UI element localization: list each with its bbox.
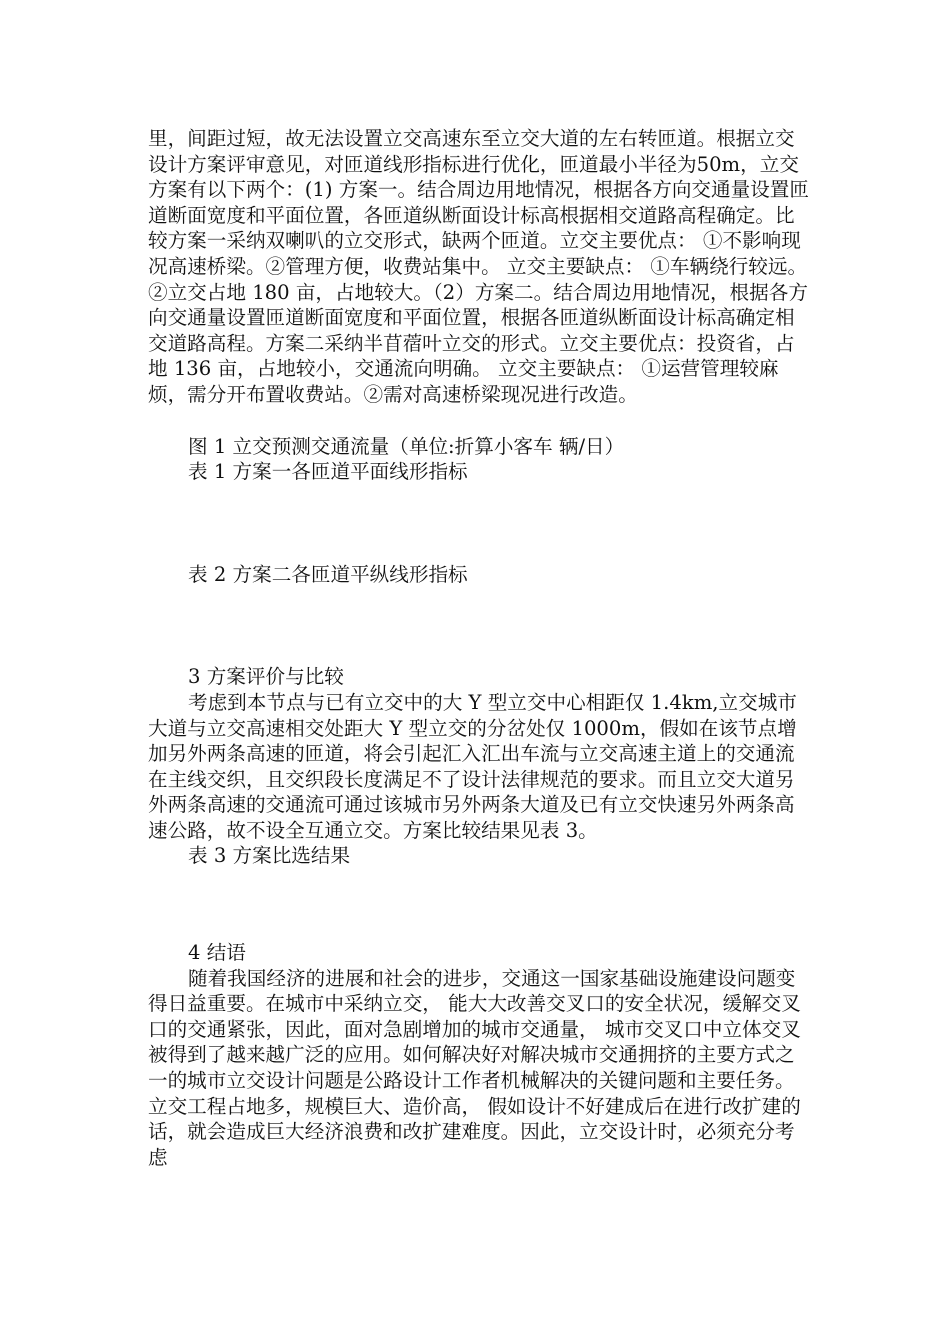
table-1-placeholder bbox=[148, 485, 810, 562]
intro-paragraph: 里，间距过短，故无法设置立交高速东至立交大道的左右转匝道。根据立交设计方案评审意见，对匝道线形指标进行优化，匝道最小半径为50m，立交方案有以下两个：(1) 方案一。结合周边用地情况，根据各方向交通量设置匝道断面宽度和平面位置，各匝道纵断面设计标高根据相交道路高程确定。比较方案一采纳双喇叭的立交形式，缺两个匝道。立交主要优点： ①不影响现况高速桥梁。②管理方便，收费站集中。 立交主要缺点： ①车辆绕行较远。②立交占地 180 亩，占地较大。（2）方案二。结合周边用地情况，根据各方向交通量设置匝道断面宽度和平面位置，根据各匝道纵断面设计标高确定相交道路高程。方案二采纳半苜蓿叶立交的形式。立交主要优点：投资省，占地 136 亩，占地较小，交通流向明确。 立交主要缺点： ①运营管理较麻烦，需分开布置收费站。②需对高速桥梁现况进行改造。 bbox=[148, 127, 809, 406]
section-3-paragraph: 考虑到本节点与已有立交中的大 Y 型立交中心相距仅 1.4km,立交城市大道与立交高速相交处距大 Y 型立交的分岔处仅 1000m，假如在该节点增加另外两条高速的匝道，将会引起汇入汇出车流与立交高速主道上的交通流在主线交织，且交织段长度满足不了设计法律规范的要求。而且立交大道另外两条高速的交通流可通过该城市另外两条大道及已有立交快速另外两条高速公路，故不设全互通立交。方案比较结果见表 3。 bbox=[148, 690, 797, 842]
section-4-paragraph: 随着我国经济的进展和社会的进步，交通这一国家基础设施建设问题变得日益重要。在城市中采纳立交， 能大大改善交叉口的安全状况，缓解交叉口的交通紧张，因此，面对急剧增加的城市交通量， 城市交叉口中立体交叉被得到了越来越广泛的应用。如何解决好对解决城市交通拥挤的主要方式之一的城市立交设计问题是公路设计工作者机械解决的关键问题和主要任务。立交工程占地多，规模巨大、造价高， 假如设计不好建成后在进行改扩建的话，就会造成巨大经济浪费和改扩建难度。因此，立交设计时，必须充分考虑 bbox=[148, 966, 801, 1169]
table-1-caption: 表 1 方案一各匝道平面线形指标 bbox=[188, 460, 468, 484]
table-3-placeholder bbox=[148, 869, 810, 940]
figure-1-caption: 图 1 立交预测交通流量（单位:折算小客车 辆/日） bbox=[188, 434, 625, 458]
table-2-caption: 表 2 方案二各匝道平纵线形指标 bbox=[188, 562, 468, 586]
section-3-heading: 3 方案评价与比较 bbox=[188, 665, 344, 689]
spacer bbox=[148, 408, 810, 434]
table-3-caption: 表 3 方案比选结果 bbox=[188, 844, 351, 868]
document-page bbox=[148, 126, 810, 1170]
table-2-placeholder bbox=[148, 587, 810, 664]
section-4-heading: 4 结语 bbox=[188, 941, 246, 965]
